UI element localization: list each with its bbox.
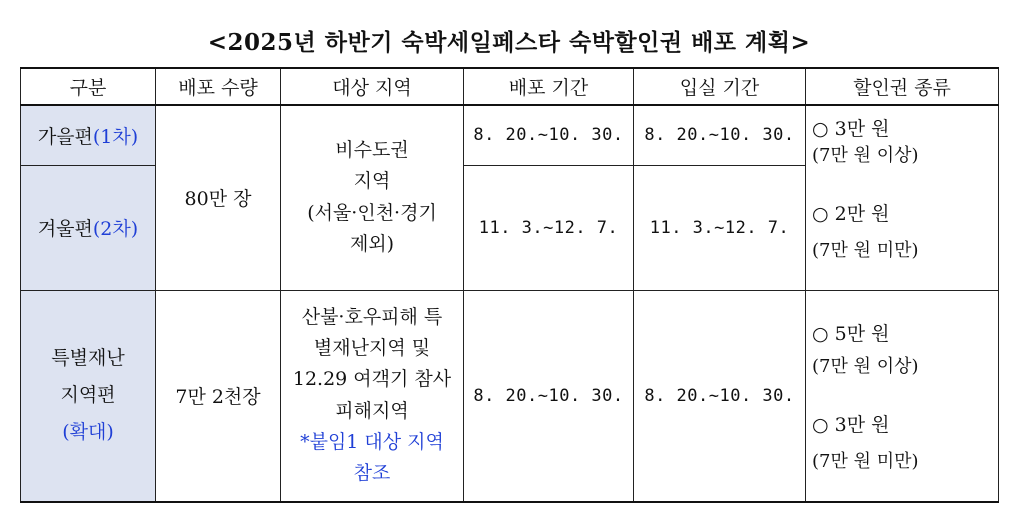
category-autumn-tag: (1차) [92, 125, 139, 148]
regular-region [281, 105, 464, 290]
disaster-region-line: 12.29 여객기 참사 [292, 368, 452, 391]
regular-region-line: (서울·인천·경기 [307, 201, 437, 224]
category-autumn-label: 가을편 [37, 125, 93, 148]
disaster-quantity: 7만 2천장 [156, 290, 281, 502]
distribution-plan-table [20, 67, 999, 503]
header-coupon-type: 할인권 종류 [806, 68, 999, 105]
coupon-amount: ○ 3만 원 [812, 118, 890, 140]
disaster-coupons [806, 290, 999, 502]
disaster-region-line: 산불·호우피해 특 [301, 305, 443, 328]
page-title: <2025년 하반기 숙박세일페스타 숙박할인권 배포 계획> [207, 29, 811, 56]
coupon-amount: ○ 5만 원 [812, 322, 890, 345]
header-checkin-period: 입실 기간 [634, 68, 806, 105]
disaster-checkin-period: 8. 20.~10. 30. [634, 290, 806, 502]
coupon-condition: (7만 원 이상) [812, 355, 919, 377]
category-winter [21, 165, 156, 290]
winter-checkin-period: 11. 3.~12. 7. [634, 165, 806, 290]
header-distribution-period: 배포 기간 [464, 68, 634, 105]
header-quantity: 배포 수량 [156, 68, 281, 105]
category-winter-label: 겨울편 [37, 218, 93, 240]
coupon-condition: (7만 원 이상) [812, 145, 919, 166]
regular-region-line: 제외) [349, 233, 395, 256]
autumn-checkin-period: 8. 20.~10. 30. [634, 105, 806, 165]
regular-coupons [806, 105, 999, 290]
table-row-disaster [21, 290, 999, 502]
header-category: 구분 [21, 68, 156, 105]
regular-region-line: 지역 [353, 170, 391, 193]
autumn-distribution-period: 8. 20.~10. 30. [464, 105, 634, 165]
category-disaster-line: 지역편 [60, 384, 116, 407]
coupon-amount: ○ 3만 원 [812, 413, 890, 436]
category-disaster [21, 290, 156, 502]
disaster-region-line: 피해지역 [335, 399, 409, 422]
disaster-region [281, 290, 464, 502]
disaster-region-note: *붙임1 대상 지역 [300, 431, 444, 454]
coupon-amount: ○ 2만 원 [812, 203, 890, 225]
winter-distribution-period: 11. 3.~12. 7. [464, 165, 634, 290]
table-header-row [21, 68, 999, 105]
regular-region-line: 비수도권 [335, 139, 409, 162]
disaster-distribution-period: 8. 20.~10. 30. [464, 290, 634, 502]
disaster-region-note: 참조 [353, 462, 391, 485]
coupon-condition: (7만 원 미만) [812, 450, 919, 472]
category-disaster-tag: (확대) [62, 421, 114, 444]
category-disaster-line: 특별재난 [51, 347, 125, 370]
category-winter-tag: (2차) [92, 218, 139, 240]
disaster-region-line: 별재난지역 및 [313, 337, 431, 360]
header-region: 대상 지역 [281, 68, 464, 105]
regular-quantity: 80만 장 [156, 105, 281, 290]
category-autumn [21, 105, 156, 165]
coupon-condition: (7만 원 미만) [812, 240, 919, 261]
table-row-autumn [21, 105, 999, 165]
